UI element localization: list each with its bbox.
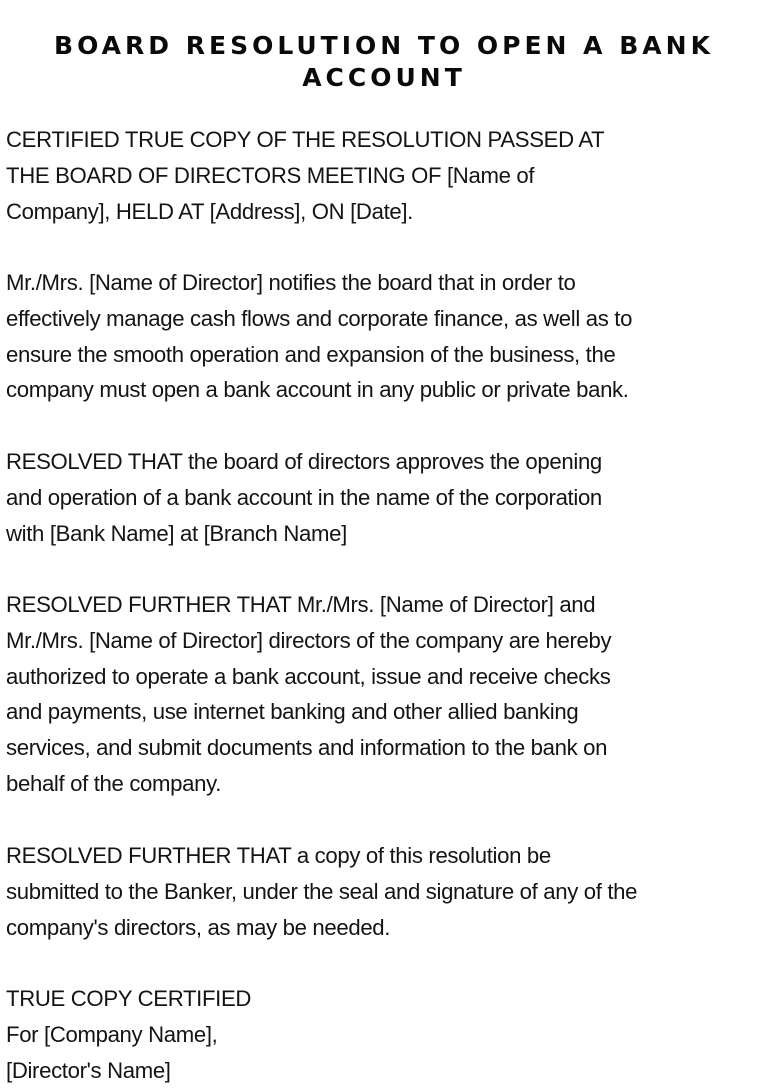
text-line: ensure the smooth operation and expansion of the business, the (6, 341, 616, 367)
title-line: ACCOUNT (302, 63, 466, 92)
resolved-further-authorization-paragraph (6, 587, 757, 802)
text-line: THE BOARD OF DIRECTORS MEETING OF [Name of (6, 162, 535, 188)
text-line: services, and submit documents and information to the bank on (6, 735, 608, 761)
text-line: with [Bank Name] at [Branch Name] (6, 520, 347, 546)
text-line: Mr./Mrs. [Name of Director] notifies the board that in order to (6, 270, 576, 295)
text-line: authorized to operate a bank account, issue and receive checks (6, 663, 611, 689)
text-line: RESOLVED FURTHER THAT a copy of this resolution be (6, 843, 551, 868)
text-line: and operation of a bank account in the name of the corporation (6, 484, 602, 510)
director-name-line: [Director's Name] (6, 1057, 171, 1083)
company-name-line: For [Company Name], (6, 1021, 218, 1047)
text-line: CERTIFIED TRUE COPY OF THE RESOLUTION PASSED AT (6, 127, 605, 152)
text-line: RESOLVED FURTHER THAT Mr./Mrs. [Name of Director] and (6, 592, 596, 617)
text-line: effectively manage cash flows and corporate finance, as well as to (6, 305, 633, 331)
certified-copy-paragraph (6, 122, 757, 229)
resolved-further-copy-paragraph (6, 838, 757, 945)
director-notice-paragraph (6, 265, 757, 408)
resolved-paragraph (6, 444, 757, 551)
text-line: Company], HELD AT [Address], ON [Date]. (6, 198, 413, 224)
text-line: Mr./Mrs. [Name of Director] directors of the company are hereby (6, 627, 612, 653)
signoff-block (6, 981, 757, 1088)
text-line: and payments, use internet banking and other allied banking (6, 699, 579, 725)
text-line: RESOLVED THAT the board of directors approves the opening (6, 449, 602, 474)
document-title (0, 30, 768, 94)
text-line: submitted to the Banker, under the seal and signature of any of the (6, 878, 638, 904)
text-line: company must open a bank account in any public or private bank. (6, 377, 629, 403)
certification-line: TRUE COPY CERTIFIED (6, 986, 252, 1011)
title-line: BOARD RESOLUTION TO OPEN A BANK (54, 31, 714, 60)
text-line: company's directors, as may be needed. (6, 914, 391, 940)
text-line: behalf of the company. (6, 770, 222, 796)
